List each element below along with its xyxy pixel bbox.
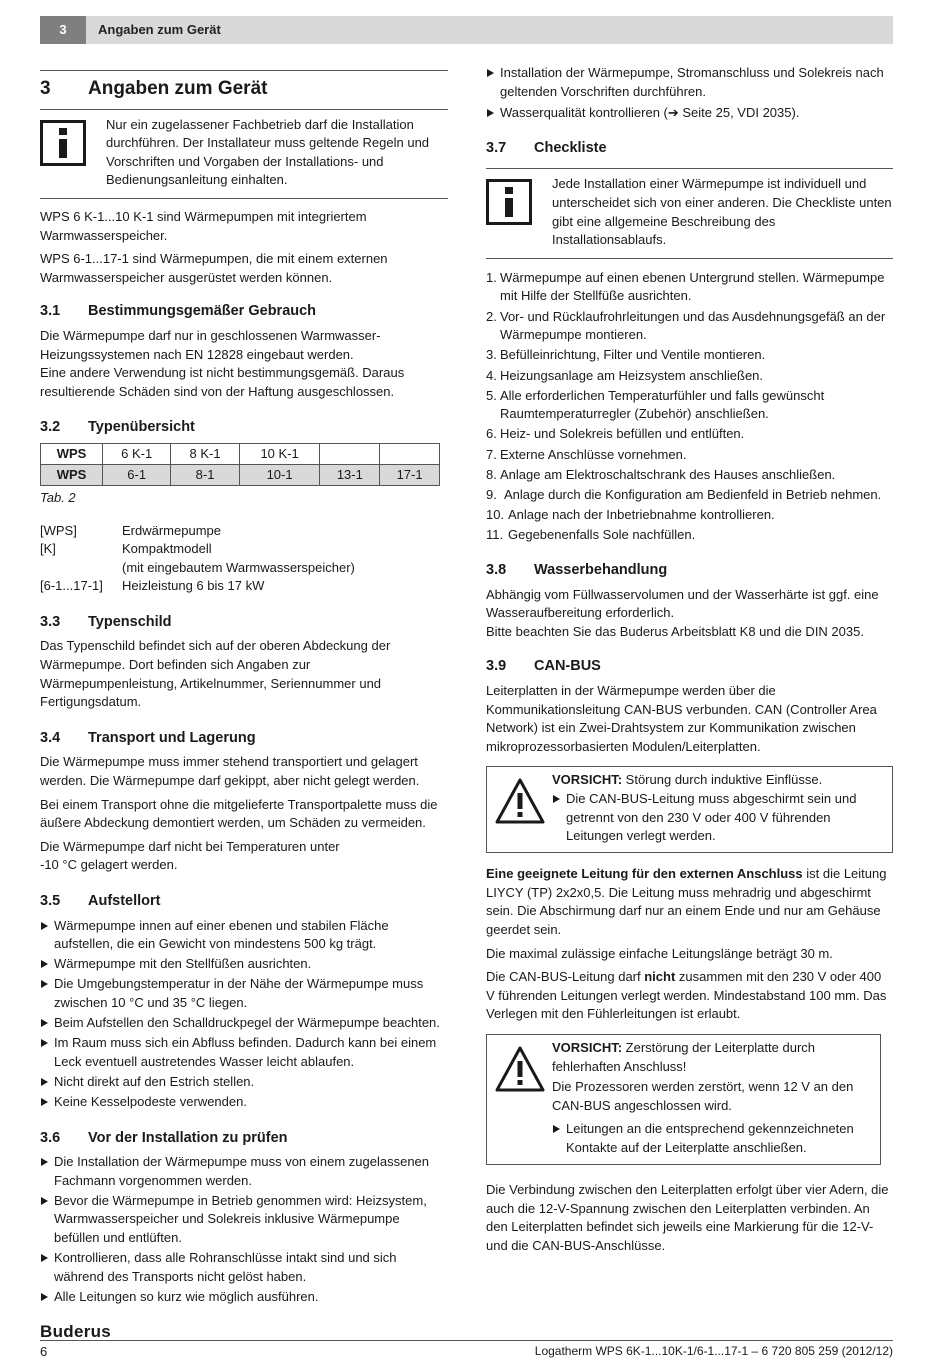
list-item: Wärmepumpe innen auf einer ebenen und stabilen Fläche aufstellen, die ein Gewicht von mindestens 500 kg trägt. <box>40 917 448 954</box>
list-item: Alle Leitungen so kurz wie möglich ausführen. <box>40 1288 448 1307</box>
list-item: Bevor die Wärmepumpe in Betrieb genommen wird: Heizsystem, Warmwasserspeicher und Solekreis inklusive Wärmepumpe befüllen und entlüften. <box>40 1192 448 1248</box>
abbreviation-list: [WPS] Erdwärmepumpe [K] Kompaktmodell (mit eingebautem Warmwasserspeicher) [6-1...17-1] Heizleistung 6 bis 17 kW <box>40 522 355 594</box>
list-item: Die Installation der Wärmepumpe muss von einem zugelassenen Fachmann vorgenommen werden. <box>40 1153 448 1190</box>
list-item: 11. Gegebenenfalls Sole nachfüllen. <box>486 527 696 543</box>
list-item: Beim Aufstellen den Schalldruckpegel der Wärmepumpe beachten. <box>40 1014 448 1033</box>
paragraph: -10 °C gelagert werden. <box>40 857 178 873</box>
list-item: 4. Heizungsanlage am Heizsystem anschließen. <box>486 367 764 383</box>
info-note <box>486 168 893 258</box>
list-item: Keine Kesselpodeste verwenden. <box>40 1093 448 1112</box>
caution-text: Die Prozessoren werden zerstört, wenn 12 V an den CAN-BUS angeschlossen wird. <box>552 1079 854 1113</box>
paragraph: Leiterplatten in der Wärmepumpe werden über die Kommunikationsleitung CAN-BUS verbunden. CAN (Controller Area Network) ist ein Zwei-Drahtsystem zur Kommunikation zwischen mikroprozessorbasierten Modulen/Leiterplatten. <box>486 682 877 754</box>
subsection-heading-3-3: 3.3 Typenschild <box>40 613 172 630</box>
page-number: 6 <box>40 1344 48 1359</box>
list-item: Nicht direkt auf den Estrich stellen. <box>40 1073 448 1092</box>
subsection-heading-3-2: 3.2 Typenübersicht <box>40 419 195 436</box>
paragraph: Die Verbindung zwischen den Leiterplatten erfolgt über vier Adern, die auch die 12-V-Spannung zwischen den Leiterplatten verbinden. An den Leiterplatten befindet sich jeweils eine Markierung für die 12-V- und die CAN-BUS-Anschlüsse. <box>486 1182 889 1253</box>
paragraph: Die Wärmepumpe muss immer stehend transportiert und gelagert werden. Die Wärmepumpe darf gekippt, aber nicht gelegt werden. <box>40 754 420 789</box>
list-item: Leitungen an die entsprechend gekennzeichneten Kontakte auf der Leiterplatte anschließen. <box>552 1120 874 1157</box>
paragraph: Bei einem Transport ohne die mitgelieferte Transportpalette muss die äußere Abdeckung demontiert werden, um Schäden zu vermeiden. <box>40 796 438 831</box>
pre-installation-list-continued <box>486 64 893 123</box>
left-column <box>40 70 448 1308</box>
list-item: 8. Anlage am Elektroschaltschrank des Hauses anschließen. <box>486 466 836 482</box>
warning-triangle-icon <box>487 1039 552 1159</box>
list-item: Die CAN-BUS-Leitung muss abgeschirmt sein und getrennt von den 230 V oder 400 V führenden Leitungen verlegt werden. <box>552 790 886 846</box>
subsection-heading-3-5: 3.5 Aufstellort <box>40 893 161 909</box>
caution-box: VORSICHT: Störung durch induktive Einflüsse. Die CAN-BUS-Leitung muss abgeschirmt sein und getrennt von den 230 V oder 400 V führenden Leitungen verlegt werden. <box>486 766 893 853</box>
table-row: WPS 6-1 8-1 10-1 13-1 17-1 <box>41 464 440 485</box>
list-item: Wärmepumpe mit den Stellfüßen ausrichten. <box>40 955 448 974</box>
document-id: Logatherm WPS 6K-1...10K-1/6-1...17-1 – 6 720 805 259 (2012/12) <box>534 1344 893 1358</box>
caution-label: VORSICHT: <box>552 1039 623 1055</box>
list-item: 6. Heiz- und Solekreis befüllen und entlüften. <box>486 426 745 442</box>
section-heading: 3 Angaben zum Gerät <box>40 78 268 99</box>
paragraph: Eine andere Verwendung ist nicht bestimmungsgemäß. Daraus resultierende Schäden sind von der Haftung ausgeschlossen. <box>40 365 405 399</box>
subsection-heading-3-8: 3.8 Wasserbehandlung <box>486 562 668 578</box>
checklist <box>486 269 893 545</box>
list-item: 1. Wärmepumpe auf einen ebenen Untergrund stellen. Wärmepumpe mit Hilfe der Stellfüße ausrichten. <box>486 269 885 304</box>
paragraph: WPS 6-1...17-1 sind Wärmepumpen, die mit einem externen Warmwasserspeicher ausgerüstet werden können. <box>40 251 388 285</box>
info-note <box>40 109 448 199</box>
paragraph: Bitte beachten Sie das Buderus Arbeitsblatt K8 und die DIN 2035. <box>486 623 864 639</box>
warning-triangle-icon <box>487 771 552 847</box>
list-item: 10. Anlage nach der Inbetriebnahme kontrollieren. <box>486 507 775 523</box>
list-item: 3. Befülleinrichtung, Filter und Ventile montieren. <box>486 347 766 363</box>
paragraph: Die Wärmepumpe darf nur in geschlossenen Warmwasser-Heizungssystemen nach EN 12828 eingebaut werden. <box>40 327 381 362</box>
paragraph: WPS 6 K-1...10 K-1 sind Wärmepumpen mit integriertem Warmwasserspeicher. <box>40 208 367 243</box>
info-note-text: Nur ein zugelassener Fachbetrieb darf die Installation durchführen. Der Installateur muss geltende Regeln und Vorschriften und Vorgaben der Installations- und Bedienungsanleitung einhalten. <box>106 116 430 188</box>
info-icon <box>486 175 552 249</box>
chapter-title: Angaben zum Gerät <box>98 22 221 37</box>
list-item: Kontrollieren, dass alle Rohranschlüsse intakt sind und sich während des Transports nicht gelöst haben. <box>40 1249 448 1286</box>
list-item: Im Raum muss sich ein Abfluss befinden. Dadurch kann bei einem Leck eventuell austretendes Wasser leicht ablaufen. <box>40 1034 448 1071</box>
info-note-text: Jede Installation einer Wärmepumpe ist individuell und unterscheidet sich von einer anderen. Die Checkliste unten gibt eine allgemeine Beschreibung des Installationsablaufs. <box>552 176 892 248</box>
chapter-number: 3 <box>40 16 86 44</box>
table-row: WPS 6 K-1 8 K-1 10 K-1 <box>41 443 440 464</box>
list-item: Installation der Wärmepumpe, Stromanschluss und Solekreis nach geltenden Vorschriften durchführen. <box>486 64 893 101</box>
paragraph: Abhängig vom Füllwasservolumen und der Wasserhärte ist ggf. eine Wasseraufbereitung erforderlich. <box>486 586 879 621</box>
paragraph: Die maximal zulässige einfache Leitungslänge beträgt 30 m. <box>486 945 833 961</box>
paragraph: Die CAN-BUS-Leitung darf nicht zusammen mit den 230 V oder 400 V führenden Leitungen verlegt werden. Mindestabstand 100 mm. Das Verlegen mit den Fühlerleitungen ist erlaubt. <box>486 969 887 1022</box>
paragraph: Die Wärmepumpe darf nicht bei Temperaturen unter <box>40 838 340 854</box>
placement-list <box>40 917 448 1112</box>
chapter-header-bar <box>40 16 893 44</box>
caution-box: VORSICHT: Zerstörung der Leiterplatte durch fehlerhaften Anschluss! Die Prozessoren werden zerstört, wenn 12 V an den CAN-BUS angeschlossen wird. Leitungen an die entsprechend gekennzeichneten Kontakte auf der Leiterplatte anschließen. <box>486 1034 881 1165</box>
type-table <box>40 443 440 486</box>
paragraph: Eine geeignete Leitung für den externen Anschluss ist die Leitung LIYCY (TP) 2x2x0,5. Die Leitung muss mehradrig und abgeschirmt sein. Die Abschirmung darf nur an einem Ende und nur am Gehäuse geerdet sein. <box>486 866 887 937</box>
table-caption: Tab. 2 <box>40 489 76 505</box>
list-item: 9. Anlage durch die Konfiguration am Bedienfeld in Betrieb nehmen. <box>486 487 882 503</box>
caution-label: VORSICHT: <box>552 772 623 788</box>
right-column <box>486 64 893 1260</box>
list-item: Wasserqualität kontrollieren (➔ Seite 25, VDI 2035). <box>486 104 893 123</box>
subsection-heading-3-7: 3.7 Checkliste <box>486 139 607 156</box>
list-item: 2. Vor- und Rücklaufrohrleitungen und das Ausdehnungsgefäß an der Wärmepumpe montieren. <box>486 308 886 343</box>
list-item: Die Umgebungstemperatur in der Nähe der Wärmepumpe muss zwischen 10 °C und 35 °C liegen. <box>40 975 448 1012</box>
subsection-heading-3-9: 3.9 CAN-BUS <box>486 658 601 675</box>
list-item: 7. Externe Anschlüsse vornehmen. <box>486 446 687 462</box>
subsection-heading-3-6: 3.6 Vor der Installation zu prüfen <box>40 1129 288 1146</box>
list-item: 5. Alle erforderlichen Temperaturfühler und falls gewünscht Raumtemperaturregler (Zubehör) anschließen. <box>486 387 825 422</box>
paragraph: Das Typenschild befindet sich auf der oberen Abdeckung der Wärmepumpe. Dort befinden sich Angaben zur Wärmepumpenleistung, Artikelnummer, Seriennummer und Fertigungsdatum. <box>40 638 391 710</box>
pre-installation-list <box>40 1153 448 1306</box>
brand-logo: Buderus <box>40 1322 112 1341</box>
subsection-heading-3-4: 3.4 Transport und Lagerung <box>40 729 256 746</box>
subsection-heading-3-1: 3.1 Bestimmungsgemäßer Gebrauch <box>40 303 317 320</box>
info-icon <box>40 116 106 190</box>
